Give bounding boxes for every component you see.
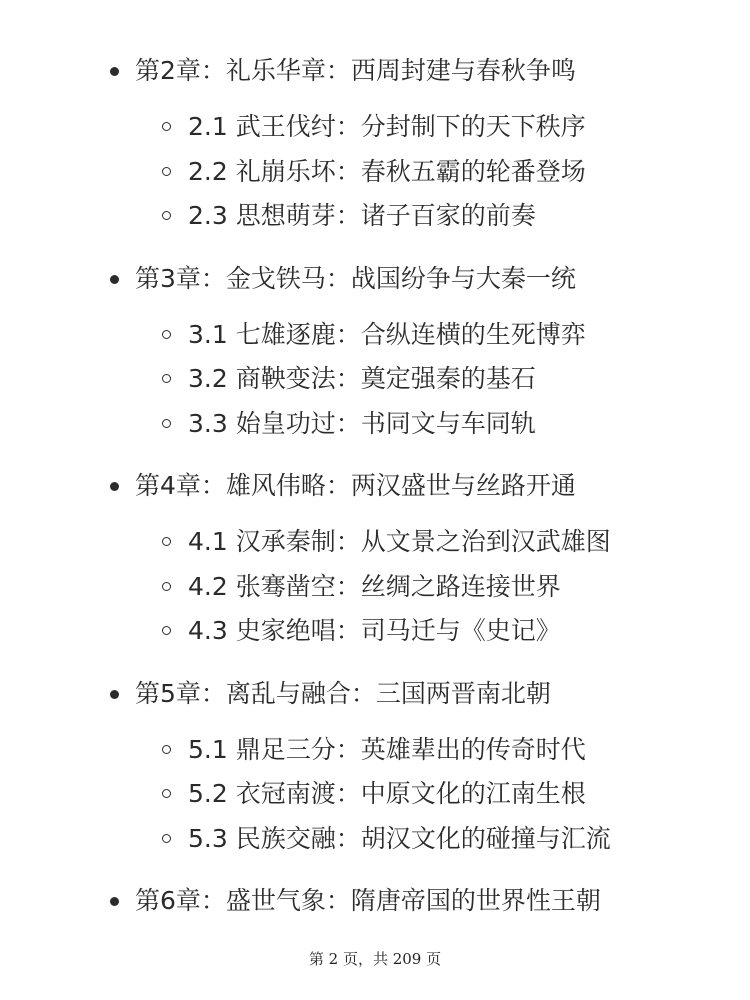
section-number: 4.2 xyxy=(188,571,228,601)
section-item[interactable] xyxy=(0,565,750,610)
section-item[interactable] xyxy=(0,520,750,565)
chapter-item xyxy=(0,878,750,924)
hollow-bullet-icon xyxy=(162,211,171,220)
hollow-bullet-icon xyxy=(162,374,171,383)
section-title: 商鞅变法：奠定强秦的基石 xyxy=(235,364,536,394)
hollow-bullet-icon xyxy=(162,419,171,428)
hollow-bullet-icon xyxy=(162,834,171,843)
chapter-heading[interactable] xyxy=(0,878,750,924)
section-title: 民族交融：胡汉文化的碰撞与汇流 xyxy=(235,823,611,853)
hollow-bullet-icon xyxy=(162,626,171,635)
table-of-contents xyxy=(0,48,750,924)
page-footer xyxy=(0,948,750,969)
section-number: 5.3 xyxy=(188,823,228,853)
section-item[interactable] xyxy=(0,817,750,862)
chapter-title: 第6章：盛世气象：隋唐帝国的世界性王朝 xyxy=(135,886,601,915)
section-title: 鼎足三分：英雄辈出的传奇时代 xyxy=(235,734,586,764)
section-title: 七雄逐鹿：合纵连横的生死博弈 xyxy=(235,319,586,349)
hollow-bullet-icon xyxy=(162,167,171,176)
hollow-bullet-icon xyxy=(162,745,171,754)
chapter-item xyxy=(0,256,750,447)
section-title: 史家绝唱：司马迁与《史记》 xyxy=(235,616,561,646)
section-list xyxy=(0,728,750,862)
filled-bullet-icon xyxy=(110,482,119,491)
chapter-heading[interactable] xyxy=(0,256,750,302)
section-number: 5.2 xyxy=(188,779,228,809)
hollow-bullet-icon xyxy=(162,122,171,131)
section-item[interactable] xyxy=(0,105,750,150)
chapter-heading[interactable] xyxy=(0,671,750,717)
section-item[interactable] xyxy=(0,772,750,817)
section-number: 5.1 xyxy=(188,734,228,764)
section-title: 张骞凿空：丝绸之路连接世界 xyxy=(235,571,561,601)
section-list xyxy=(0,105,750,239)
hollow-bullet-icon xyxy=(162,537,171,546)
section-item[interactable] xyxy=(0,194,750,239)
hollow-bullet-icon xyxy=(162,582,171,591)
section-number: 4.3 xyxy=(188,616,228,646)
section-number: 3.3 xyxy=(188,408,228,438)
section-list xyxy=(0,520,750,654)
page-number-label: 第 2 页，共 209 页 xyxy=(308,950,442,968)
section-item[interactable] xyxy=(0,402,750,447)
hollow-bullet-icon xyxy=(162,789,171,798)
chapter-heading[interactable] xyxy=(0,48,750,94)
section-title: 汉承秦制：从文景之治到汉武雄图 xyxy=(235,527,611,557)
section-item[interactable] xyxy=(0,150,750,195)
section-number: 2.1 xyxy=(188,112,228,142)
chapter-item xyxy=(0,48,750,239)
chapter-title: 第3章：金戈铁马：战国纷争与大秦一统 xyxy=(135,263,576,293)
chapter-heading[interactable] xyxy=(0,463,750,509)
section-title: 武王伐纣：分封制下的天下秩序 xyxy=(235,112,586,142)
section-number: 4.1 xyxy=(188,527,228,557)
section-item[interactable] xyxy=(0,313,750,358)
filled-bullet-icon xyxy=(110,67,119,76)
filled-bullet-icon xyxy=(110,897,119,906)
section-number: 3.2 xyxy=(188,364,228,394)
section-list xyxy=(0,313,750,447)
hollow-bullet-icon xyxy=(162,330,171,339)
chapter-title: 第4章：雄风伟略：两汉盛世与丝路开通 xyxy=(135,471,576,500)
section-item[interactable] xyxy=(0,357,750,402)
section-number: 2.2 xyxy=(188,156,228,186)
section-title: 始皇功过：书同文与车同轨 xyxy=(235,408,536,438)
section-item[interactable] xyxy=(0,728,750,773)
section-title: 礼崩乐坏：春秋五霸的轮番登场 xyxy=(235,156,586,186)
chapter-item xyxy=(0,463,750,654)
section-title: 衣冠南渡：中原文化的江南生根 xyxy=(235,779,586,809)
section-number: 3.1 xyxy=(188,319,228,349)
chapter-title: 第5章：离乱与融合：三国两晋南北朝 xyxy=(135,678,551,708)
section-item[interactable] xyxy=(0,609,750,654)
filled-bullet-icon xyxy=(110,275,119,284)
section-number: 2.3 xyxy=(188,201,228,231)
filled-bullet-icon xyxy=(110,690,119,699)
chapter-title: 第2章：礼乐华章：西周封建与春秋争鸣 xyxy=(135,56,576,85)
section-title: 思想萌芽：诸子百家的前奏 xyxy=(235,201,536,231)
chapter-item xyxy=(0,671,750,862)
